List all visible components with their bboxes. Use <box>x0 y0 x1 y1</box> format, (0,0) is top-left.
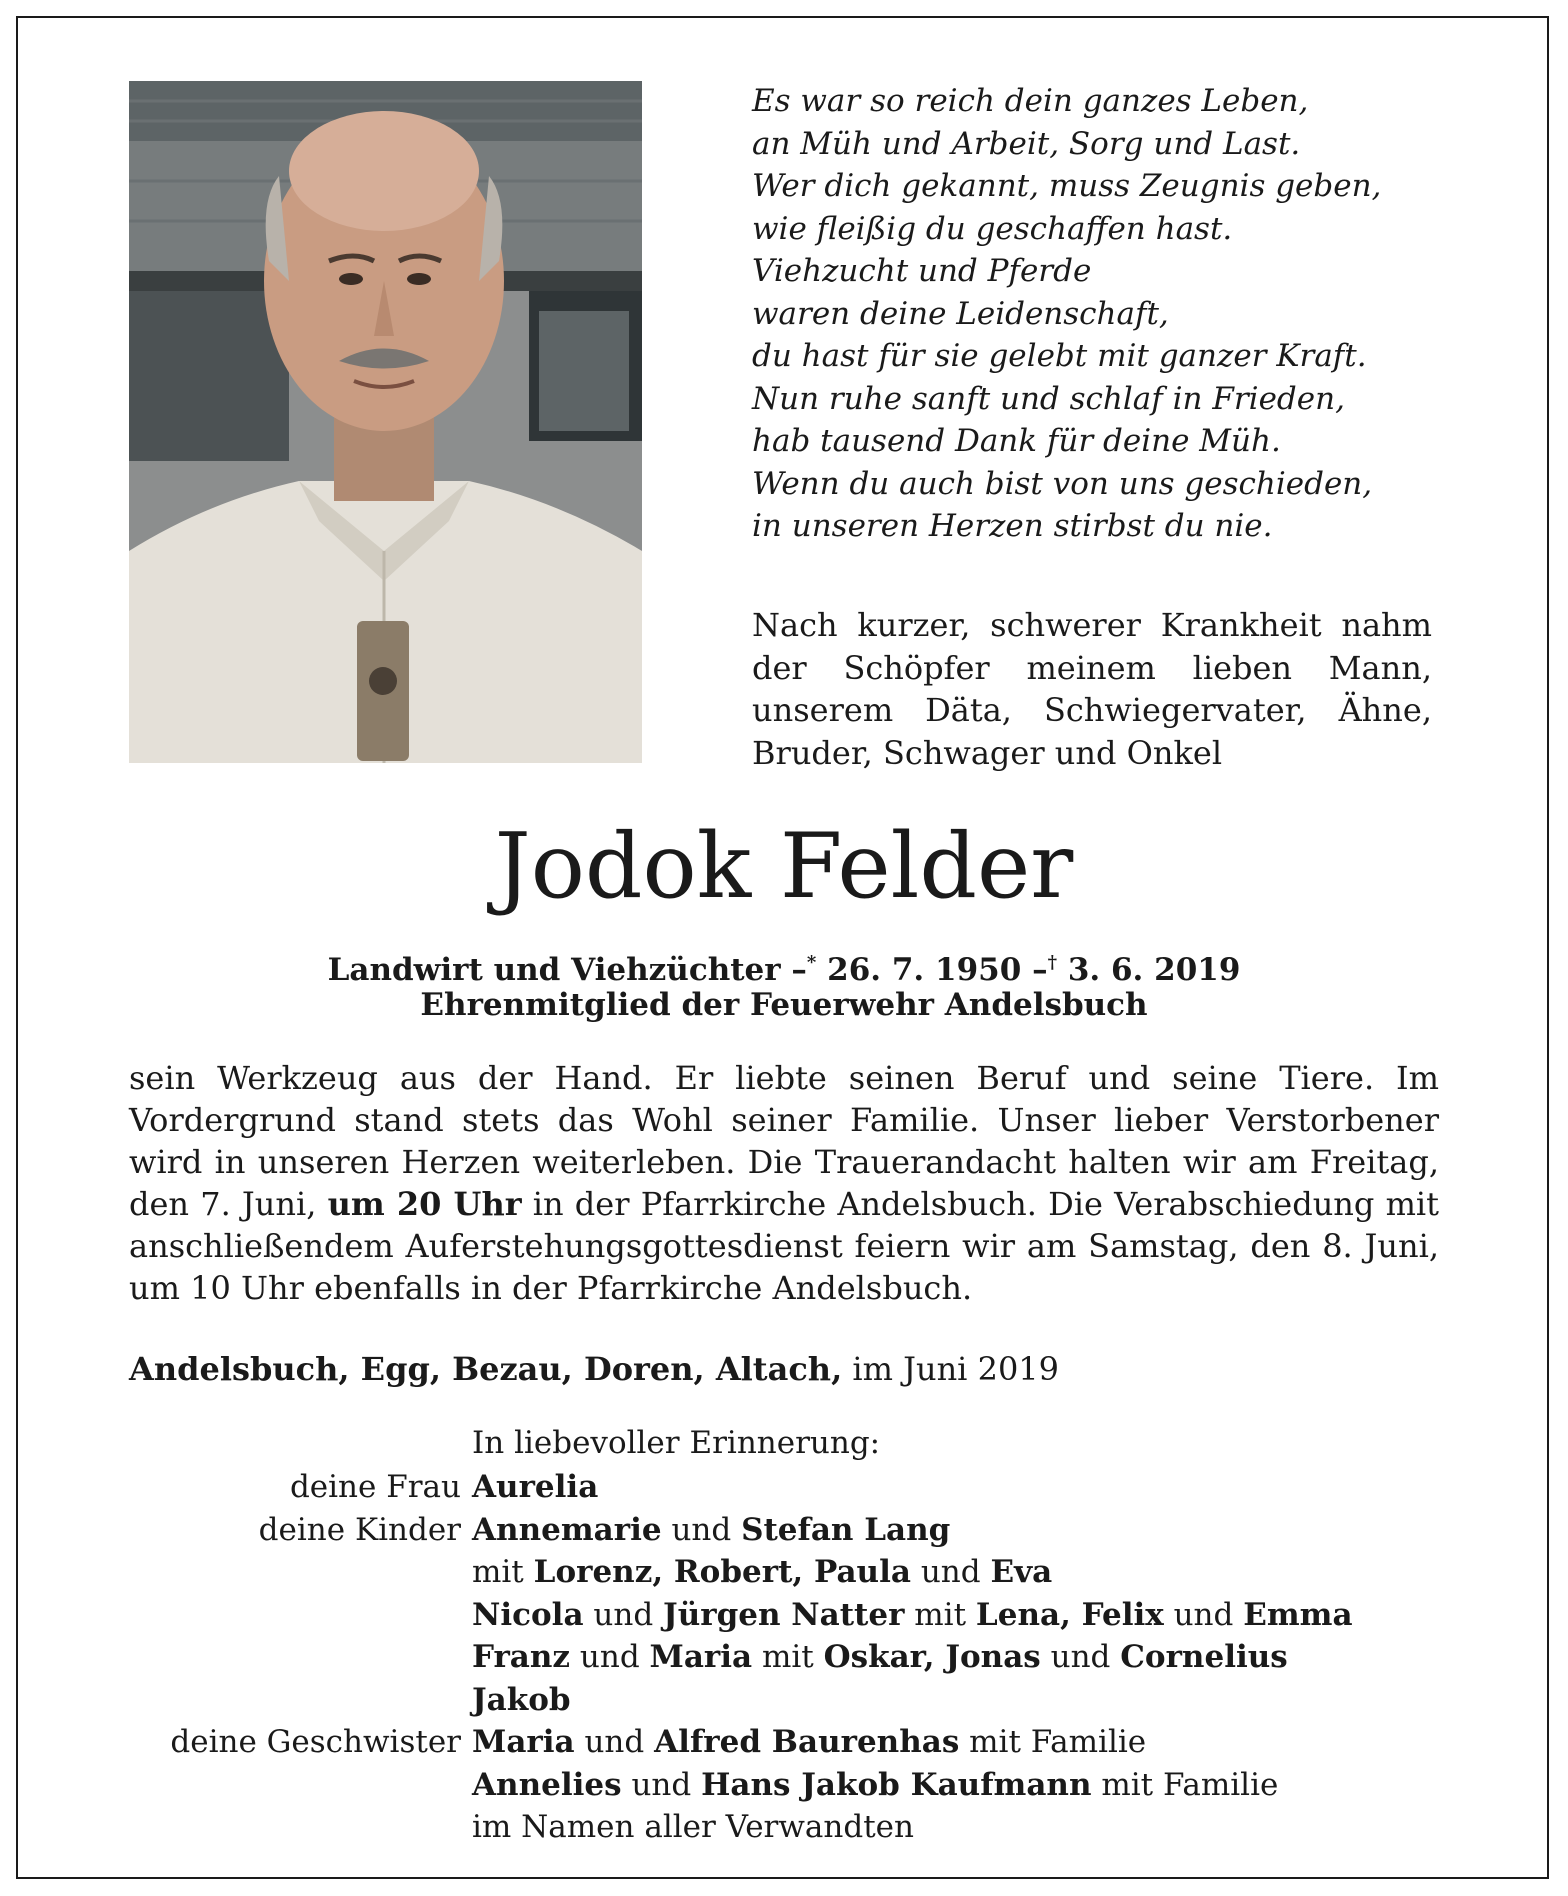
deceased-name: Jodok Felder <box>494 814 1074 919</box>
family-name: Annelies <box>472 1766 622 1803</box>
birth-date: 26. 7. 1950 <box>827 952 1022 988</box>
places-date: im Juni 2019 <box>842 1350 1060 1388</box>
family-row <box>0 1764 1568 1807</box>
family-names <box>472 1679 571 1721</box>
conjunction: und <box>671 1511 732 1548</box>
family-name: Hans Jakob Kaufmann <box>701 1766 1092 1803</box>
family-name: Alfred Baurenhas <box>654 1724 960 1760</box>
family-name: Maria <box>472 1724 575 1760</box>
with-family: mit Familie <box>1101 1766 1279 1803</box>
dash: – <box>1032 952 1048 988</box>
memory-line: In liebevoller Erinnerung: <box>472 1425 881 1461</box>
family-row <box>0 1509 1568 1552</box>
family-name: Eva <box>990 1554 1053 1590</box>
family-row <box>0 1551 1568 1594</box>
memorial-poem <box>752 80 1472 548</box>
conjunction: mit <box>472 1554 524 1590</box>
portrait-image <box>129 81 642 763</box>
family-names <box>472 1509 950 1551</box>
poem-line: waren deine Leidenschaft, <box>752 295 1169 332</box>
death-symbol: † <box>1047 952 1058 973</box>
family-name: Maria <box>649 1639 753 1675</box>
poem-line: in unseren Herzen stirbst du nie. <box>752 508 1273 544</box>
family-list <box>0 1466 1568 1849</box>
family-name: Aurelia <box>472 1469 599 1505</box>
conjunction: und <box>1173 1596 1234 1633</box>
birth-symbol: * <box>806 952 817 973</box>
conjunction: und <box>579 1639 640 1675</box>
family-row <box>0 1594 1568 1637</box>
family-name: Annemarie <box>472 1511 662 1548</box>
conjunction: mit <box>914 1596 967 1633</box>
family-row <box>0 1679 1568 1722</box>
conjunction: und <box>593 1596 654 1633</box>
family-name: Nicola <box>472 1596 584 1633</box>
family-row <box>0 1721 1568 1764</box>
family-row <box>0 1466 1568 1509</box>
death-date: 3. 6. 2019 <box>1067 952 1241 988</box>
profession: Landwirt und Viehzüchter <box>327 952 781 988</box>
family-row <box>0 1806 1568 1849</box>
with-family: mit Familie <box>969 1724 1147 1760</box>
body-text-part: in der Pfarrkirche Andelsbuch. Die Verabschiedung mit anschließendem Auferstehungsgottesdienst feiern wir am Samstag, den 8. Juni, um 10 Uhr ebenfalls in der Pfarrkirche Andelsbuch. <box>129 1185 1440 1307</box>
family-name: Jakob <box>472 1681 571 1718</box>
body-paragraph <box>129 1057 1439 1309</box>
poem-line: Wer dich gekannt, muss Zeugnis geben, <box>752 168 1382 204</box>
poem-line: an Müh und Arbeit, Sorg und Last. <box>752 125 1301 162</box>
poem-line: du hast für sie gelebt mit ganzer Kraft. <box>752 338 1367 374</box>
honor-line: Ehrenmitglied der Feuerwehr Andelsbuch <box>420 987 1148 1023</box>
family-names <box>472 1764 1278 1806</box>
family-names <box>472 1636 1288 1678</box>
places-list: Andelsbuch, Egg, Bezau, Doren, Altach, <box>129 1350 843 1388</box>
intro-paragraph: Nach kurzer, schwerer Krankheit nahm der Schöpfer meinem lieben Mann, unserem Däta, Schwiegervater, Ähne, Bruder, Schwager und Onkel <box>752 606 1432 772</box>
relation-label: deine Frau <box>289 1469 461 1505</box>
conjunction: und <box>631 1766 692 1803</box>
relation-label: deine Kinder <box>258 1511 461 1548</box>
body-text-part: sein Werkzeug aus der Hand. Er liebte seinen Beruf und seine Tiere. Im Vordergrund stand stets das Wohl seiner Familie. Unser lieber Verstorbener wird in unseren Herzen weiterleben. Die Trauerandacht halten wir am Freitag, den 7. Juni, <box>129 1059 1439 1223</box>
family-name: Emma <box>1243 1596 1353 1633</box>
relation-label: deine Geschwister <box>170 1724 461 1760</box>
closing-line: im Namen aller Verwandten <box>472 1809 914 1845</box>
family-name: Lena, Felix <box>975 1596 1164 1633</box>
dash: – <box>791 952 807 988</box>
poem-line: hab tausend Dank für deine Müh. <box>752 423 1281 459</box>
poem-line: Nun ruhe sanft und schlaf in Frieden, <box>752 380 1345 417</box>
service-time: um 20 Uhr <box>327 1185 522 1223</box>
poem-line: wie fleißig du geschaffen hast. <box>752 210 1233 247</box>
family-name: Cornelius <box>1120 1639 1288 1675</box>
conjunction: und <box>1050 1639 1111 1675</box>
family-row <box>0 1636 1568 1679</box>
poem-line: Viehzucht und Pferde <box>752 253 1092 289</box>
poem-line: Es war so reich dein ganzes Leben, <box>752 83 1309 119</box>
family-name: Franz <box>472 1639 571 1675</box>
family-names <box>472 1594 1353 1636</box>
portrait-photo <box>129 81 642 763</box>
family-names <box>472 1721 1146 1763</box>
poem-line: Wenn du auch bist von uns geschieden, <box>752 465 1373 502</box>
places-line <box>129 1348 1429 1390</box>
family-names <box>472 1466 598 1508</box>
conjunction: und <box>920 1554 981 1590</box>
family-names <box>472 1551 1052 1593</box>
family-name: Stefan Lang <box>741 1511 951 1548</box>
conjunction: mit <box>762 1639 814 1675</box>
family-name: Oskar, Jonas <box>823 1639 1041 1675</box>
family-name: Jürgen Natter <box>663 1596 905 1633</box>
family-name: Lorenz, Robert, Paula <box>533 1554 911 1590</box>
conjunction: und <box>584 1724 645 1760</box>
